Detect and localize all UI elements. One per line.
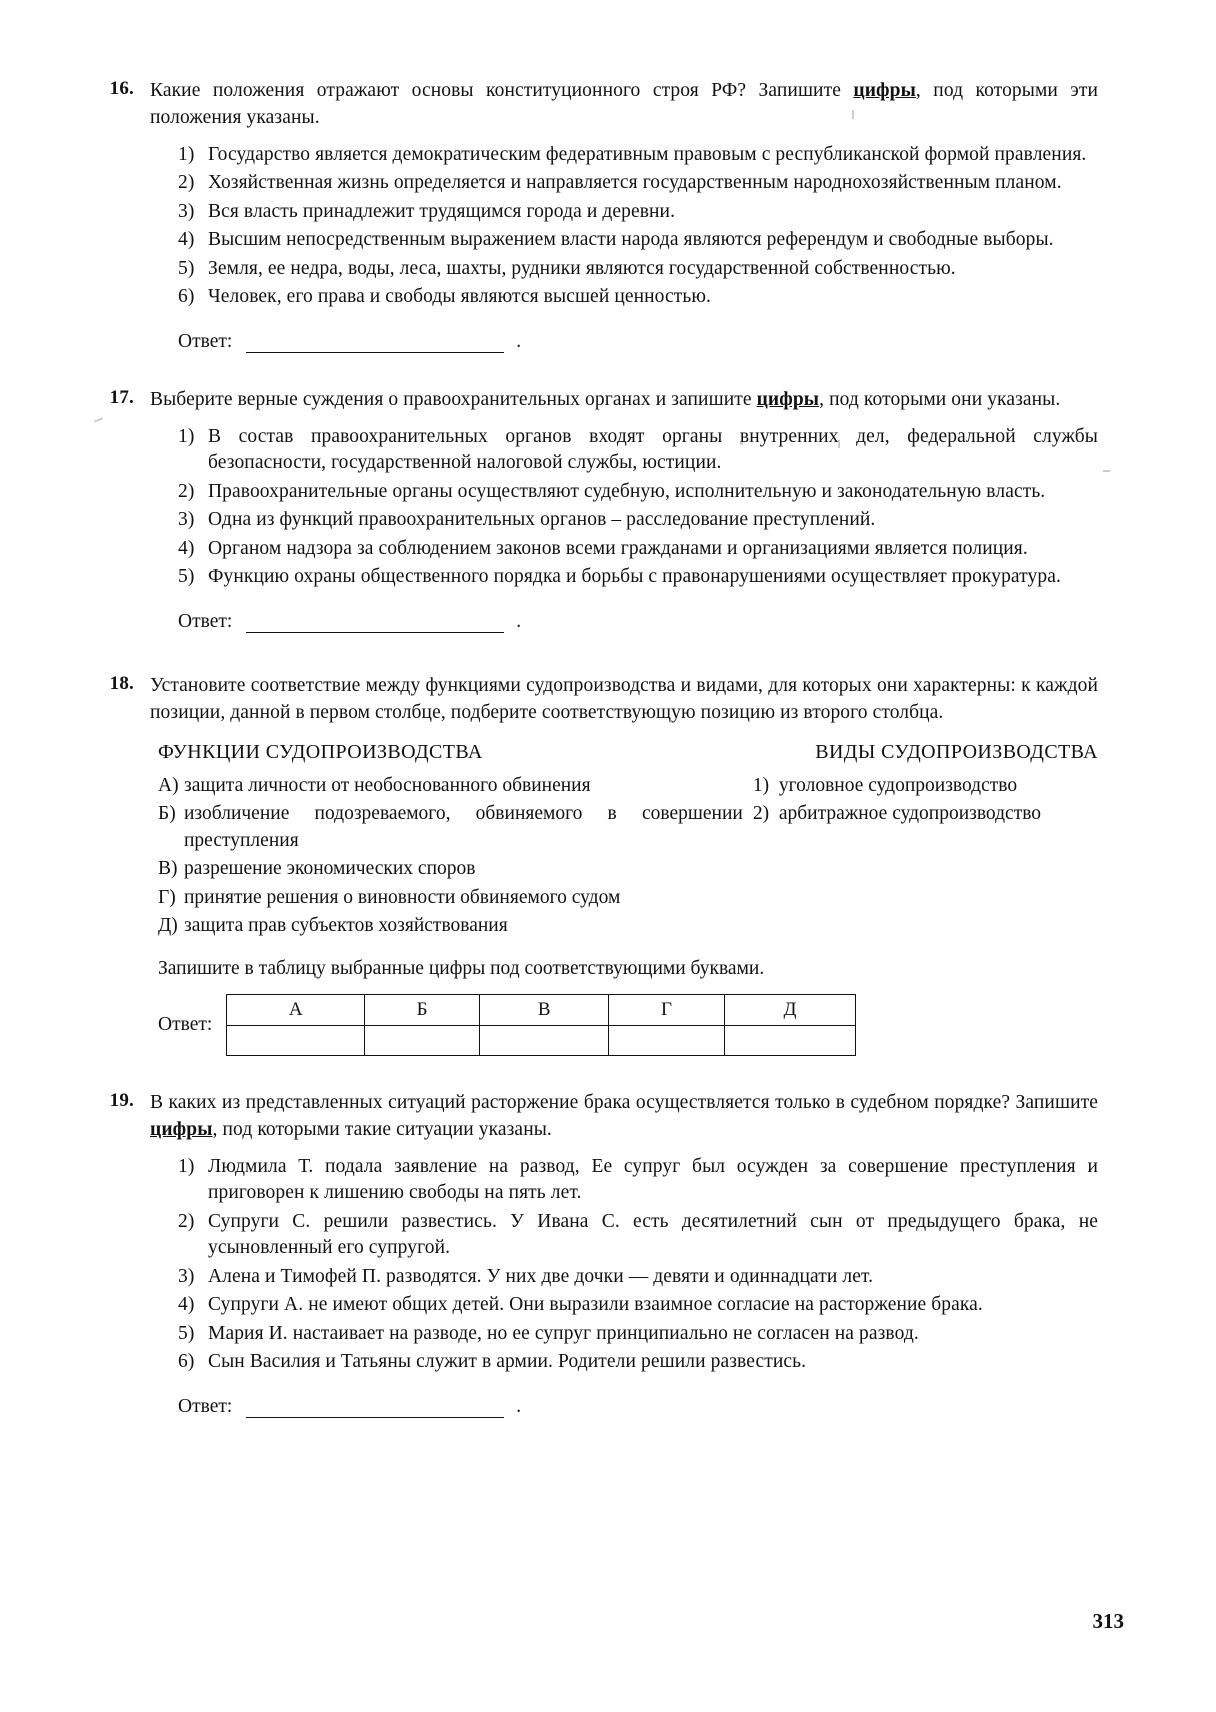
table-header-cell: Б — [365, 994, 480, 1025]
table-header-cell: А — [227, 994, 365, 1025]
answer-period: . — [516, 610, 522, 632]
item-text: защита личности от необоснованного обвинения — [184, 774, 591, 796]
option-marker: 3) — [178, 1265, 195, 1287]
answer-input[interactable] — [246, 618, 504, 633]
list-item — [178, 1292, 1098, 1319]
task-17 — [88, 387, 1098, 633]
list-item — [178, 424, 1098, 477]
item-text: арбитражное судопроизводство — [778, 803, 1042, 825]
option-marker: 1) — [178, 425, 195, 447]
answer-cell[interactable] — [609, 1025, 724, 1055]
task-number: 18. — [109, 672, 134, 694]
table-row — [227, 1025, 856, 1055]
option-marker: 4) — [178, 1294, 195, 1316]
option-text: Алена и Тимофей П. разводятся. У них две дочки — девяти и одиннадцати лет. — [208, 1265, 874, 1287]
item-text: уголовное судопроизводство — [778, 774, 1018, 796]
option-text: Земля, ее недра, воды, леса, шахты, рудники являются государственной собственностью. — [208, 257, 956, 279]
matching-columns — [158, 741, 1098, 942]
item-marker: 2) — [752, 803, 770, 825]
page-content — [88, 78, 1098, 1444]
option-text: В состав правоохранительных органов входят органы внутренних дел, федеральной службы безопасности, государственной налоговой службы, юстиции. — [208, 425, 1098, 474]
task-18 — [88, 673, 1098, 1056]
option-text: Государство является демократическим федеративным правовым с республиканской формой правления. — [208, 143, 1087, 165]
list-item — [178, 479, 1098, 506]
item-marker: 1) — [752, 774, 770, 796]
task-19 — [88, 1090, 1098, 1418]
item-text: принятие решения о виновности обвиняемого судом — [184, 886, 621, 908]
answer-input[interactable] — [246, 1403, 504, 1418]
list-item — [158, 801, 743, 854]
option-marker: 3) — [178, 509, 195, 531]
stem-part-b: , под которыми эти положения указаны. — [150, 80, 1098, 128]
answer-cell[interactable] — [365, 1025, 480, 1055]
item-marker: В) — [158, 858, 178, 880]
list-item — [178, 170, 1098, 197]
task-stem — [150, 78, 1098, 132]
answer-field-row — [178, 331, 1098, 353]
answer-period: . — [516, 330, 522, 352]
table-header-cell: Д — [724, 994, 856, 1025]
list-item — [178, 536, 1098, 563]
answer-label: Ответ: — [178, 610, 233, 632]
table-header-cell: Г — [609, 994, 724, 1025]
option-text: Одна из функций правоохранительных органов – расследование преступлений. — [208, 509, 876, 531]
table-row — [227, 994, 856, 1025]
task-number: 17. — [109, 386, 134, 408]
list-item — [178, 1209, 1098, 1262]
option-text: Правоохранительные органы осуществляют судебную, исполнительную и законодательную власть. — [208, 480, 1046, 502]
option-text: Хозяйственная жизнь определяется и направляется государственным народнохозяйственным планом. — [208, 172, 1062, 194]
task-stem — [150, 1090, 1098, 1144]
option-text: Функцию охраны общественного порядка и борьбы с правонарушениями осуществляет прокуратура. — [208, 566, 1061, 588]
option-marker: 4) — [178, 537, 195, 559]
list-item — [753, 801, 1098, 828]
list-item — [178, 1154, 1098, 1207]
stem-part-a: Выберите верные суждения о правоохранительных органах и запишите — [150, 388, 757, 410]
item-text: разрешение экономических споров — [184, 858, 476, 880]
list-item — [158, 856, 743, 883]
option-marker: 5) — [178, 566, 195, 588]
list-item — [178, 1264, 1098, 1291]
answer-cell[interactable] — [227, 1025, 365, 1055]
task-number: 19. — [109, 1089, 134, 1111]
list-item — [178, 1321, 1098, 1348]
option-text: Вся власть принадлежит трудящимся города и деревни. — [208, 200, 676, 222]
answer-cell[interactable] — [724, 1025, 856, 1055]
option-text: Супруги А. не имеют общих детей. Они выразили взаимное согласие на расторжение брака. — [208, 1294, 983, 1316]
scan-speck — [1103, 470, 1110, 472]
option-marker: 4) — [178, 229, 195, 251]
list-item — [178, 507, 1098, 534]
matching-left-column — [158, 741, 753, 942]
option-marker: 2) — [178, 172, 195, 194]
column-heading: ФУНКЦИИ СУДОПРОИЗВОДСТВА — [158, 740, 483, 763]
option-marker: 6) — [178, 286, 195, 308]
list-item — [178, 199, 1098, 226]
task-number: 16. — [109, 78, 134, 99]
item-text: изобличение подозреваемого, обвиняемого в совершении преступления — [184, 803, 743, 851]
task-16 — [88, 78, 1098, 353]
list-item — [158, 885, 743, 912]
option-marker: 6) — [178, 1351, 195, 1373]
option-marker: 1) — [178, 143, 195, 165]
list-item — [178, 284, 1098, 311]
stem-emphasis: цифры — [150, 1118, 213, 1140]
list-item — [753, 773, 1098, 800]
item-marker: Д) — [158, 915, 178, 937]
page-number: 313 — [1092, 1609, 1124, 1633]
answer-table — [226, 994, 856, 1056]
option-marker: 3) — [178, 200, 195, 222]
table-header-cell: В — [480, 994, 609, 1025]
option-marker: 2) — [178, 480, 195, 502]
option-list — [178, 1154, 1098, 1376]
option-text: Мария И. настаивает на разводе, но ее супруг принципиально не согласен на развод. — [208, 1322, 919, 1344]
option-text: Сын Василия и Татьяны служит в армии. Родители решили развестись. — [208, 1351, 807, 1373]
task-stem: Установите соответствие между функциями судопроизводства и видами, для которых они характерны: к каждой позиции, данной в первом столбце, подберите соответствующую позицию из второго столбца. — [150, 674, 1098, 723]
list-item — [178, 564, 1098, 591]
option-marker: 2) — [178, 1210, 195, 1232]
answer-label: Ответ: — [178, 1395, 233, 1417]
stem-emphasis: цифры — [756, 388, 820, 410]
answer-period: . — [516, 1395, 522, 1417]
item-marker: А) — [158, 774, 179, 796]
answer-table-row — [158, 994, 1098, 1056]
answer-label: Ответ: — [158, 1013, 213, 1035]
item-marker: Б) — [158, 803, 176, 825]
option-marker: 5) — [178, 257, 195, 279]
list-item — [178, 256, 1098, 283]
matching-right-column — [753, 741, 1098, 942]
item-text: защита прав субъектов хозяйствования — [184, 915, 508, 937]
stem-part-a: В каких из представленных ситуаций расторжение брака осуществляется только в судебном порядке? Запишите — [150, 1091, 1098, 1113]
list-item — [158, 913, 743, 940]
column-heading: ВИДЫ СУДОПРОИЗВОДСТВА — [815, 740, 1098, 763]
option-text: Человек, его права и свободы являются высшей ценностью. — [208, 286, 712, 308]
stem-part-b: , под которыми такие ситуации указаны. — [212, 1118, 552, 1140]
matching-note: Запишите в таблицу выбранные цифры под соответствующими буквами. — [158, 957, 765, 979]
stem-part-b: , под которыми они указаны. — [819, 388, 1061, 410]
task-stem — [150, 387, 1098, 414]
option-text: Людмила Т. подала заявление на развод, Ее супруг был осужден за совершение преступления и приговорен к лишению свободы на пять лет. — [208, 1155, 1098, 1204]
stem-emphasis: цифры — [853, 80, 916, 101]
item-marker: Г) — [158, 886, 176, 908]
option-text: Высшим непосредственным выражением власти народа являются референдум и свободные выборы. — [208, 229, 1054, 251]
list-item — [158, 773, 743, 800]
option-text: Супруги С. решили развестись. У Ивана С. есть десятилетний сын от предыдущего брака, не усыновленный его супругой. — [208, 1210, 1098, 1259]
option-marker: 1) — [178, 1155, 195, 1177]
answer-input[interactable] — [246, 338, 504, 353]
answer-field-row — [178, 1396, 1098, 1418]
answer-cell[interactable] — [480, 1025, 609, 1055]
option-marker: 5) — [178, 1322, 195, 1344]
answer-field-row — [178, 611, 1098, 633]
option-text: Органом надзора за соблюдением законов всеми гражданами и организациями является полиция. — [208, 537, 1028, 559]
list-item — [178, 142, 1098, 169]
stem-part-a: Какие положения отражают основы конституционного строя РФ? Запишите — [150, 80, 854, 101]
list-item — [178, 227, 1098, 254]
answer-label: Ответ: — [178, 330, 233, 352]
option-list — [178, 424, 1098, 591]
list-item — [178, 1349, 1098, 1376]
option-list — [178, 142, 1098, 311]
